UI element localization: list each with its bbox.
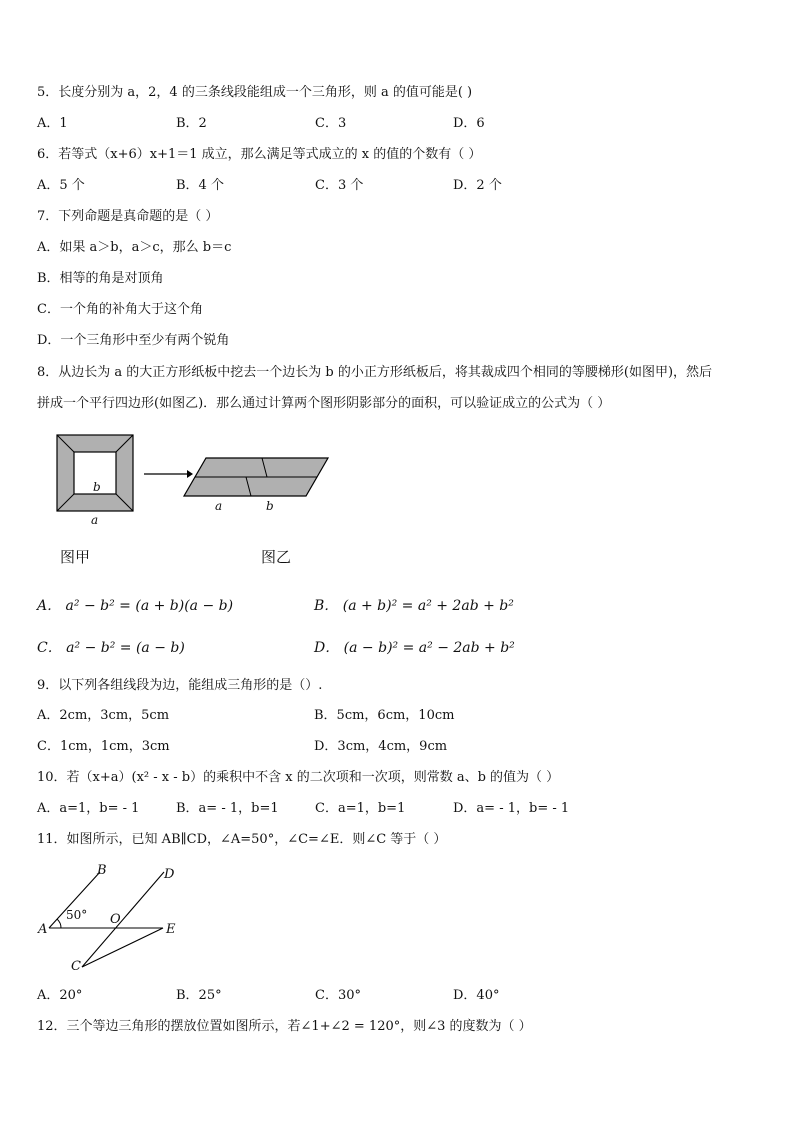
q10-option-a: A．a=1，b= - 1 (37, 801, 140, 816)
q6-option-c: C．3 个 (315, 178, 364, 193)
q8-label-a-right: a (215, 499, 223, 513)
q8-caption-yi: 图乙 (261, 548, 292, 566)
q11-label-d: D (164, 867, 175, 882)
q6-option-d: D．2 个 (453, 178, 502, 193)
q10-stem: 10．若（x+a）(x² - x - b）的乘积中不含 x 的二次项和一次项，则常数 a、b 的值为（ ） (37, 770, 560, 785)
q12-stem: 12．三个等边三角形的摆放位置如图所示，若∠1+∠2 = 120°，则∠3 的度数为（ ） (37, 1019, 532, 1034)
q11-label-c: C (71, 959, 81, 974)
q8-stem-line1: 8．从边长为 a 的大正方形纸板中挖去一个边长为 b 的小正方形纸板后，将其裁成四个相同的等腰梯形(如图甲)，然后 (37, 365, 713, 380)
q9-option-d: D．3cm，4cm，9cm (314, 739, 448, 754)
q10-option-b: B．a= - 1，b=1 (176, 801, 279, 816)
q11-label-o: O (110, 912, 121, 927)
q8-option-b: B． (a + b)² = a² + 2ab + b² (314, 598, 514, 614)
q5-option-b: B．2 (176, 116, 207, 131)
q7-option-c: C．一个角的补角大于这个角 (37, 302, 203, 317)
q5-option-a: A．1 (37, 116, 68, 131)
q11-label-a: A (38, 922, 48, 937)
q9-option-a: A．2cm，3cm，5cm (37, 708, 170, 723)
q8-option-d: D． (a − b)² = a² − 2ab + b² (314, 640, 515, 656)
q11-stem: 11．如图所示，已知 AB∥CD，∠A=50°，∠C=∠E．则∠C 等于（ ） (37, 832, 447, 847)
q8-option-a: A． a² − b² = (a + b)(a − b) (37, 598, 234, 614)
q8-figure-parallelogram (182, 455, 332, 500)
q9-stem: 9．以下列各组线段为边，能组成三角形的是（）. (37, 678, 323, 693)
q11-label-e: E (166, 922, 176, 937)
q5-stem: 5．长度分别为 a，2，4 的三条线段能组成一个三角形，则 a 的值可能是( ) (37, 85, 473, 100)
q11-option-a: A．20° (37, 988, 83, 1003)
q8-caption-jia: 图甲 (60, 548, 91, 566)
q9-option-c: C．1cm，1cm，3cm (37, 739, 170, 754)
q5-option-c: C．3 (315, 116, 347, 131)
q11-option-d: D．40° (453, 988, 500, 1003)
q7-stem: 7．下列命题是真命题的是（ ） (37, 209, 219, 224)
q10-option-d: D．a= - 1，b= - 1 (453, 801, 570, 816)
q9-option-b: B．5cm，6cm，10cm (314, 708, 455, 723)
q11-option-b: B．25° (176, 988, 222, 1003)
q8-label-a-under: a (91, 513, 99, 527)
q11-option-c: C．30° (315, 988, 361, 1003)
q6-stem: 6．若等式（x+6）x+1＝1 成立，那么满足等式成立的 x 的值的个数有（ ） (37, 147, 482, 162)
q11-label-b: B (97, 863, 107, 878)
q8-stem-line2: 拼成一个平行四边形(如图乙)．那么通过计算两个图形阴影部分的面积，可以验证成立的公式为（ ） (37, 396, 611, 411)
q6-option-b: B．4 个 (176, 178, 224, 193)
q5-option-d: D．6 (453, 116, 485, 131)
q8-option-c: C． a² − b² = (a − b) (37, 640, 185, 656)
q11-label-angle-50: 50° (66, 908, 88, 922)
q8-label-b-inner: b (93, 480, 101, 494)
q10-option-c: C．a=1，b=1 (315, 801, 406, 816)
q6-option-a: A．5 个 (37, 178, 85, 193)
q8-figure-square-frame (52, 430, 152, 525)
q7-option-a: A．如果 a＞b，a＞c，那么 b＝c (37, 240, 232, 255)
q7-option-d: D．一个三角形中至少有两个锐角 (37, 333, 230, 348)
q8-label-b-right: b (266, 499, 274, 513)
q7-option-b: B．相等的角是对顶角 (37, 271, 164, 286)
